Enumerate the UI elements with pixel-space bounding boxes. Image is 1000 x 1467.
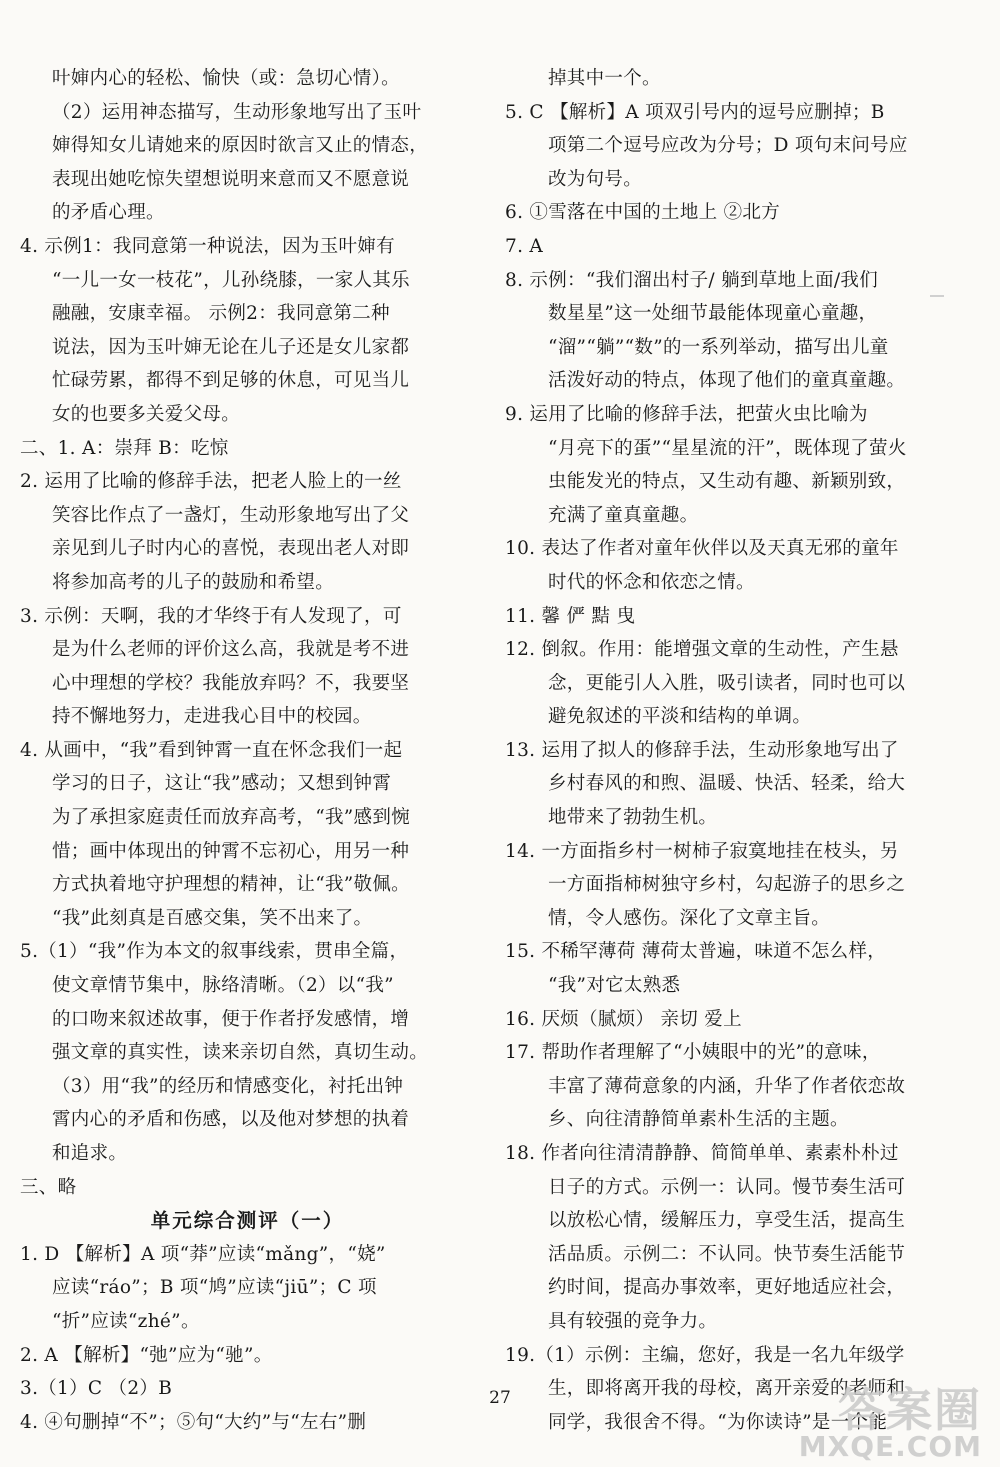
text-line: 15. 不稀罕薄荷 薄荷太普遍，味道不怎么样， bbox=[505, 941, 887, 963]
text-line: 丰富了薄荷意象的内涵，升华了作者依恋故 bbox=[548, 1075, 906, 1097]
text-line: 表现出她吃惊失望想说明来意而又不愿意说 bbox=[52, 168, 410, 190]
section-heading: 单元综合测评（一） bbox=[150, 1209, 345, 1233]
text-line: 日子的方式。示例一：认同。慢节奏生活可 bbox=[548, 1176, 906, 1198]
text-line: （3）用“我”的经历和情感变化，衬托出钟 bbox=[52, 1075, 404, 1097]
text-line: 项第二个逗号应改为分号；D 项句末问号应 bbox=[548, 135, 908, 157]
text-line: 5.（1）“我”作为本文的叙事线索，贯串全篇， bbox=[20, 941, 409, 963]
text-line: 时代的怀念和依恋之情。 bbox=[548, 571, 755, 593]
text-line: 婶得知女儿请她来的原因时欲言又止的情态， bbox=[52, 135, 429, 157]
text-line: “一儿一女一枝花”，儿孙绕膝，一家人其乐 bbox=[52, 269, 410, 291]
text-line: 惜；画中体现出的钟霄不忘初心，用另一种 bbox=[52, 840, 410, 862]
text-line: 说法，因为玉叶婶无论在儿子还是女儿家都 bbox=[52, 336, 410, 358]
text-line: 地带来了勃勃生机。 bbox=[548, 807, 718, 829]
text-line: 13. 运用了拟人的修辞手法，生动形象地写出了 bbox=[505, 739, 899, 761]
text-line: 和追求。 bbox=[52, 1143, 128, 1164]
text-line: “月亮下的蛋”“星星流的汗”，既体现了萤火 bbox=[548, 437, 907, 459]
text-line: 改为句号。 bbox=[548, 168, 643, 190]
text-line: 5. C 【解析】A 项双引号内的逗号应删掉；B bbox=[505, 101, 885, 123]
text-line: 数星星”这一处细节最能体现童心童趣， bbox=[548, 303, 878, 325]
text-line: 4. 示例1：我同意第一种说法，因为玉叶婶有 bbox=[20, 235, 395, 257]
text-line: 8. 示例：“我们溜出村子/ 躺到草地上面/我们 bbox=[505, 269, 879, 291]
margin-mark bbox=[930, 295, 944, 297]
text-line: 应读“ráo”；B 项“鸠”应读“jiū”；C 项 bbox=[52, 1277, 377, 1299]
text-line: “我”对它太熟悉 bbox=[548, 975, 681, 997]
watermark-logo-text: 答案圈 bbox=[838, 1383, 982, 1437]
text-line: 将参加高考的儿子的鼓励和希望。 bbox=[52, 571, 335, 593]
text-line: “我”此刻真是百感交集，笑不出来了。 bbox=[52, 907, 373, 929]
text-line: 亲见到儿子时内心的喜悦，表现出老人对即 bbox=[52, 538, 410, 560]
text-line: 6. ①雪落在中国的土地上 ②北方 bbox=[505, 202, 781, 224]
text-line: 17. 帮助作者理解了“小姨眼中的光”的意味， bbox=[505, 1042, 881, 1064]
text-line: 2. A 【解析】“弛”应为“驰”。 bbox=[20, 1344, 273, 1366]
text-line: 为了承担家庭责任而放弃高考，“我”感到惋 bbox=[52, 807, 410, 829]
watermark-url: MXQE.COM bbox=[798, 1430, 982, 1463]
text-line: 学习的日子，这让“我”感动；又想到钟霄 bbox=[52, 773, 392, 795]
text-line: 14. 一方面指乡村一树柿子寂寞地挂在枝头，另 bbox=[505, 840, 899, 862]
text-line: 11. 馨 俨 黠 曳 bbox=[505, 605, 636, 627]
text-line: 的矛盾心理。 bbox=[52, 202, 165, 224]
left-column bbox=[20, 62, 475, 1439]
text-line: 强文章的真实性，读来亲切自然，真切生动。 bbox=[52, 1042, 429, 1064]
text-line: 心中理想的学校？我能放弃吗？不，我要坚 bbox=[52, 672, 410, 694]
text-line: 4. ④句删掉“不”；⑤句“大约”与“左右”删 bbox=[20, 1411, 367, 1433]
text-line: 乡、向往清静简单素朴生活的主题。 bbox=[548, 1109, 849, 1131]
text-line: 融融，安康幸福。 示例2：我同意第二种 bbox=[52, 303, 390, 325]
text-line: 12. 倒叙。作用：能增强文章的生动性，产生悬 bbox=[505, 639, 899, 661]
text-line: 乡村春风的和煦、温暖、快活、轻柔，给大 bbox=[548, 773, 906, 795]
text-line: 女的也要多关爱父母。 bbox=[52, 403, 241, 425]
text-line: 以放松心情，缓解压力，享受生活，提高生 bbox=[548, 1210, 906, 1232]
text-line: 4. 从画中，“我”看到钟霄一直在怀念我们一起 bbox=[20, 739, 403, 761]
text-line: 方式执着地守护理想的精神，让“我”敬佩。 bbox=[52, 874, 410, 896]
text-line: 掉其中一个。 bbox=[548, 68, 661, 89]
text-line: 10. 表达了作者对童年伙伴以及天真无邪的童年 bbox=[505, 538, 899, 560]
text-line: 18. 作者向往清清静静、简简单单、素素朴朴过 bbox=[505, 1143, 899, 1164]
text-line: 3.（1）C （2）B bbox=[20, 1378, 173, 1400]
text-line: 避免叙述的平淡和结构的单调。 bbox=[548, 706, 812, 728]
text-line: （2）运用神态描写，生动形象地写出了玉叶 bbox=[52, 101, 422, 123]
text-line: 叶婶内心的轻松、愉快（或：急切心情）。 bbox=[52, 68, 400, 89]
text-line: 一方面指柿树独守乡村，勾起游子的思乡之 bbox=[548, 874, 906, 896]
text-line: 的口吻来叙述故事，便于作者抒发感情，增 bbox=[52, 1008, 410, 1030]
text-line: 三、略 bbox=[20, 1176, 77, 1198]
text-line: 忙碌劳累，都得不到足够的休息，可见当儿 bbox=[52, 370, 410, 392]
text-line: 2. 运用了比喻的修辞手法，把老人脸上的一丝 bbox=[20, 471, 402, 493]
text-line: 是为什么老师的评价这么高，我就是考不进 bbox=[52, 639, 410, 661]
text-line: 二、1. A：崇拜 B：吃惊 bbox=[20, 437, 229, 459]
text-line: 活泼好动的特点，体现了他们的童真童趣。 bbox=[548, 370, 906, 392]
text-line: 同学，我很舍不得。“为你读诗”是一个能 bbox=[548, 1411, 888, 1433]
text-line: 具有较强的竞争力。 bbox=[548, 1310, 718, 1332]
text-line: “折”应读“zhé”。 bbox=[52, 1310, 200, 1332]
page-number: 27 bbox=[489, 1388, 511, 1408]
text-line: 持不懈地努力，走进我心目中的校园。 bbox=[52, 706, 372, 728]
text-line: 生，即将离开我的母校，离开亲爱的老师和 bbox=[548, 1378, 906, 1400]
text-line: 19.（1）示例：主编，您好，我是一名九年级学 bbox=[505, 1344, 905, 1366]
text-line: 9. 运用了比喻的修辞手法，把萤火虫比喻为 bbox=[505, 403, 868, 425]
text-line: 情，令人感伤。深化了文章主旨。 bbox=[548, 907, 831, 929]
text-line: 使文章情节集中，脉络清晰。（2）以“我” bbox=[52, 975, 394, 997]
text-line: 3. 示例：天啊，我的才华终于有人发现了，可 bbox=[20, 605, 402, 627]
text-line: 7. A bbox=[505, 235, 544, 257]
text-line: 16. 厌烦（腻烦） 亲切 爱上 bbox=[505, 1008, 742, 1030]
text-line: 霄内心的矛盾和伤感，以及他对梦想的执着 bbox=[52, 1109, 410, 1131]
text-line: 虫能发光的特点，又生动有趣、新颖别致， bbox=[548, 471, 906, 493]
text-line: 笑容比作点了一盏灯，生动形象地写出了父 bbox=[52, 504, 410, 526]
right-column bbox=[505, 62, 955, 1439]
text-line: 约时间，提高办事效率，更好地适应社会， bbox=[548, 1277, 906, 1299]
watermark-logo bbox=[762, 1383, 982, 1463]
text-line: “溜”“躺”“数”的一系列举动，描写出儿童 bbox=[548, 336, 889, 358]
text-line: 活品质。示例二：不认同。快节奏生活能节 bbox=[548, 1243, 906, 1265]
text-line: 念，更能引人入胜，吸引读者，同时也可以 bbox=[548, 672, 906, 694]
text-line: 1. D 【解析】A 项“莽”应读“mǎng”，“娆” bbox=[20, 1243, 386, 1265]
text-line: 充满了童真童趣。 bbox=[548, 504, 699, 526]
